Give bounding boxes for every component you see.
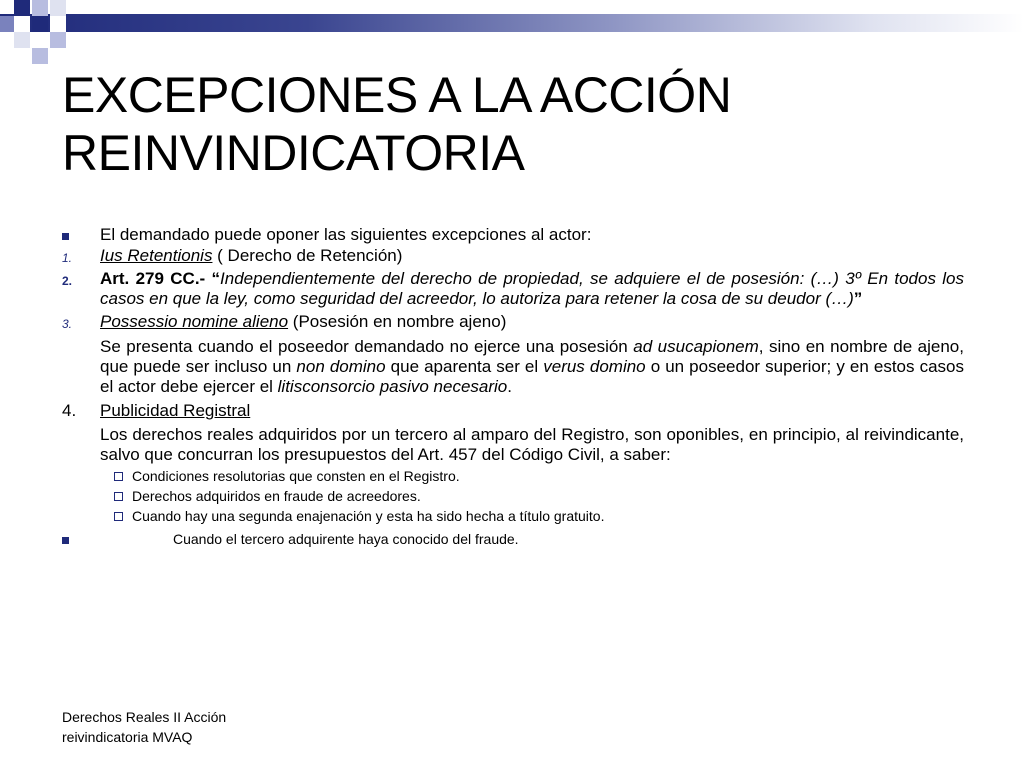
last-bullet <box>62 529 964 549</box>
list-number: 3. <box>62 317 73 331</box>
intro-text: El demandado puede oponer las siguientes excepciones al actor: <box>100 225 592 244</box>
square-bullet-icon <box>62 233 69 240</box>
para3-italic: ad usucapionem <box>633 337 759 356</box>
hollow-square-bullet-icon <box>114 492 123 501</box>
hollow-square-bullet-icon <box>114 512 123 521</box>
title-line-2: REINVINDICATORIA <box>62 125 525 181</box>
list-item-1 <box>62 246 964 268</box>
para3-text: o un poseedor superior; y en estos casos el actor debe ejercer el <box>100 357 964 396</box>
paragraph-4 <box>62 425 964 465</box>
sub-item-text: Cuando hay una segunda enajenación y esta ha sido hecha a título gratuito. <box>132 508 605 524</box>
list-item-4 <box>62 401 964 421</box>
para3-text: que aparenta ser el <box>385 357 544 376</box>
decor-square <box>32 32 48 48</box>
sub-item-text: Condiciones resolutorias que consten en el Registro. <box>132 468 460 484</box>
slide-title <box>62 66 962 182</box>
list-number: 4. <box>62 401 77 420</box>
decor-square <box>50 32 66 48</box>
para3-text: . <box>507 377 512 396</box>
slide-content <box>62 225 964 549</box>
list-number: 1. <box>62 251 73 265</box>
para3-text: , sino en nombre de ajeno, que puede ser incluso un <box>100 337 964 376</box>
slide-footer <box>62 707 322 747</box>
paragraph-3 <box>62 337 964 397</box>
list-item-3 <box>62 312 964 334</box>
sub-item <box>62 506 964 526</box>
decor-square <box>50 16 66 32</box>
list-item-2 <box>62 269 964 309</box>
publicidad-registral-term: Publicidad Registral <box>100 401 251 420</box>
decor-square <box>14 32 30 48</box>
para4-text: Los derechos reales adquiridos por un tercero al amparo del Registro, son oponibles, en principio, al reivindicante, salvo que concurran los presupuestos del Art. 457 del Código Civil, a saber: <box>100 425 964 464</box>
decor-square <box>0 16 14 32</box>
decor-square <box>14 16 30 32</box>
sub-item-text: Derechos adquiridos en fraude de acreedores. <box>132 488 421 504</box>
decor-square <box>50 0 66 16</box>
sub-item <box>62 466 964 486</box>
decor-square <box>14 0 30 16</box>
quote-close: ” <box>853 289 863 308</box>
para3-italic: non domino <box>296 357 386 376</box>
decor-square <box>32 0 48 16</box>
decor-square <box>32 16 48 32</box>
para3-text: Se presenta cuando el poseedor demandado no ejerce una posesión <box>100 337 634 356</box>
article-label: Art. 279 CC.- “ <box>100 269 221 288</box>
header-gradient-band <box>0 14 1024 32</box>
title-line-1: EXCEPCIONES A LA ACCIÓN <box>62 67 732 123</box>
para3-italic: litisconsorcio pasivo necesario <box>277 377 508 396</box>
list-number: 2. <box>62 274 73 288</box>
decor-square <box>32 48 48 64</box>
para3-italic: verus domino <box>543 357 646 376</box>
last-bullet-text: Cuando el tercero adquirente haya conocido del fraude. <box>173 531 519 547</box>
item3-rest: (Posesión en nombre ajeno) <box>288 312 507 331</box>
square-bullet-icon <box>62 537 69 544</box>
item1-rest: ( Derecho de Retención) <box>212 246 403 265</box>
footer-line-2: reivindicatoria MVAQ <box>62 729 193 745</box>
article-quote: Independientemente del derecho de propiedad, se adquiere el de posesión: (…) 3º En todos los casos en que la ley, como seguridad del acreedor, lo autoriza para retener la cosa de su deudor (…) <box>100 269 964 308</box>
footer-line-1: Derechos Reales II Acción <box>62 709 227 725</box>
sub-item <box>62 486 964 506</box>
intro-bullet <box>62 225 964 245</box>
ius-retentionis-term: Ius Retentionis <box>100 246 213 265</box>
possessio-term: Possessio nomine alieno <box>100 312 289 331</box>
hollow-square-bullet-icon <box>114 472 123 481</box>
